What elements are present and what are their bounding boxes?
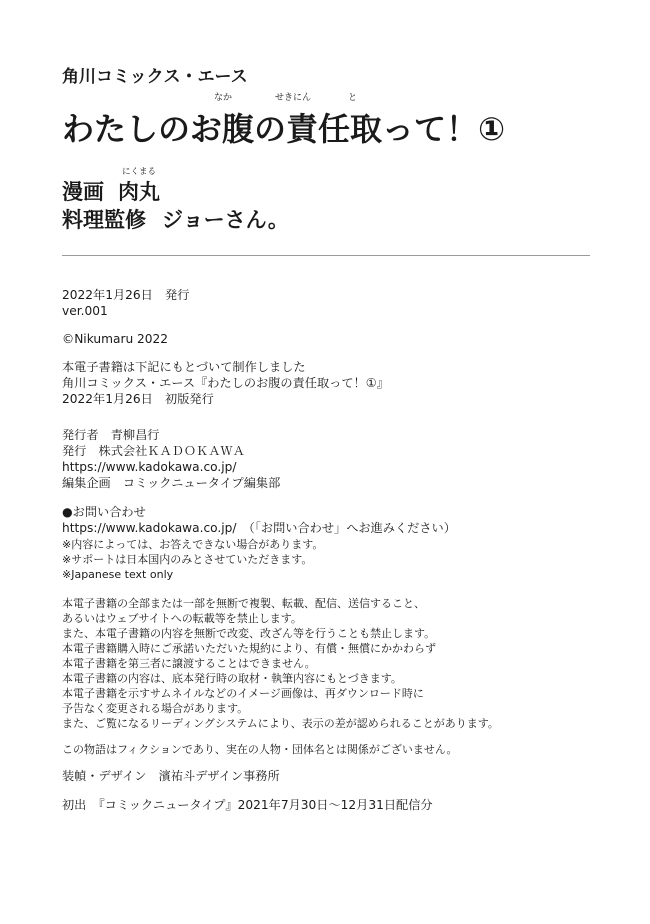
legal-line-6: 本電子書籍の内容は、底本発行時の取材・執筆内容にもとづきます。: [62, 672, 402, 685]
fiction-disclaimer: この物語はフィクションであり、実在の人物・団体名とは関係がございません。: [62, 743, 458, 756]
source-line-1: 本電子書籍は下記にもとづいて制作しました: [62, 360, 306, 374]
publisher-url[interactable]: https://www.kadokawa.co.jp/: [62, 460, 237, 474]
version: ver.001: [62, 304, 108, 318]
issue-date: 2022年1月26日 発行: [62, 288, 190, 302]
legal-line-9: また、ご覧になるリーディングシステムにより、表示の差が認められることがあります。: [62, 717, 499, 730]
supervision-credit-label: 料理監修: [62, 208, 146, 232]
note-1: ※内容によっては、お答えできない場合があります。: [62, 538, 324, 551]
publisher-line-1: 発行者 青柳昌行: [62, 428, 160, 442]
design-credit: 装幀・デザイン 濱祐斗デザイン事務所: [62, 769, 280, 783]
copyright: ©Nikumaru 2022: [62, 332, 169, 346]
manga-author-ruby: にくまる: [122, 167, 157, 177]
title-ruby-naka: なか: [214, 93, 233, 103]
source-line-2: 角川コミックス・エース『わたしのお腹の責任取って！①』: [62, 376, 389, 390]
note-3: ※Japanese text only: [62, 568, 174, 581]
contact-heading: ●お問い合わせ: [62, 505, 146, 519]
imprint-label: 角川コミックス・エース: [62, 67, 248, 87]
legal-line-4: 本電子書籍購入時にご承諾いただいた規約により、有償・無償にかかわらず: [62, 642, 436, 655]
title-ruby-to: と: [348, 93, 358, 103]
legal-line-8: 予告なく変更される場合があります。: [62, 702, 249, 715]
publisher-line-2: 発行 株式会社ＫＡＤＯＫＡＷＡ: [62, 444, 245, 458]
legal-line-2: あるいはウェブサイトへの転載等を禁止します。: [62, 612, 302, 625]
legal-line-1: 本電子書籍の全部または一部を無断で複製、転載、配信、送信すること、: [62, 597, 425, 610]
legal-line-3: また、本電子書籍の内容を無断で改変、改ざん等を行うことも禁止します。: [62, 627, 436, 640]
legal-line-7: 本電子書籍を示すサムネイルなどのイメージ画像は、再ダウンロード時に: [62, 687, 424, 700]
source-line-3: 2022年1月26日 初版発行: [62, 392, 214, 406]
contact-url[interactable]: https://www.kadokawa.co.jp/ （「お問い合わせ」へお進みください）: [62, 521, 456, 535]
manga-credit-label: 漫画: [62, 180, 104, 204]
legal-line-5: 本電子書籍を第三者に譲渡することはできません。: [62, 657, 316, 670]
title-ruby-sekinin: せきにん: [275, 93, 312, 103]
manga-author-name: 肉丸: [118, 180, 160, 204]
supervision-name: ジョーさん。: [162, 208, 289, 232]
book-title: わたしのお腹の責任取って！①: [62, 110, 506, 148]
editorial-line: 編集企画 コミックニュータイプ編集部: [62, 476, 281, 490]
first-publication: 初出 『コミックニュータイプ』2021年7月30日〜12月31日配信分: [62, 798, 433, 812]
note-2: ※サポートは日本国内のみとさせていただきます。: [62, 553, 313, 566]
divider: [62, 255, 590, 256]
